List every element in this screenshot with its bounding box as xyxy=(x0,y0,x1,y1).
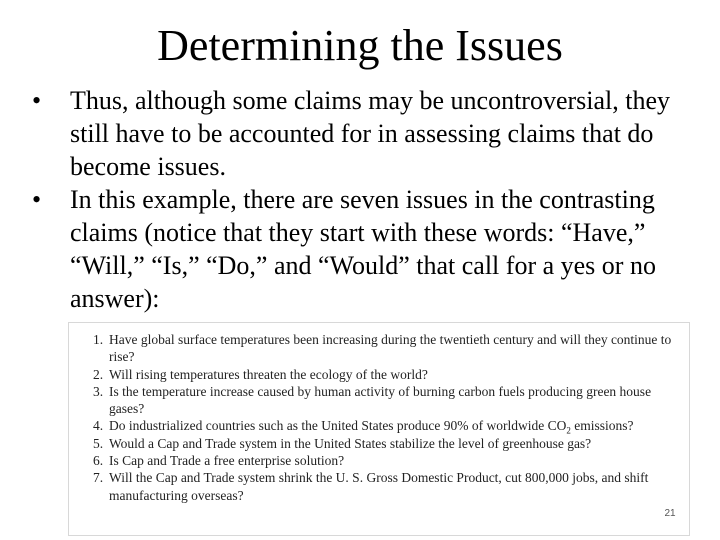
page-number: 21 xyxy=(664,508,676,519)
issue-subscript: 2 xyxy=(566,426,571,437)
issue-text: Will rising temperatures threaten the ecology of the world? xyxy=(109,366,428,382)
issue-text: Would a Cap and Trade system in the United States stabilize the level of greenhouse gas? xyxy=(109,435,592,451)
issue-text: Is the temperature increase caused by human activity of burning carbon fuels producing green house gases? xyxy=(109,383,652,417)
issue-number: 6. xyxy=(93,453,104,469)
issue-item xyxy=(93,435,673,452)
issue-item xyxy=(93,331,673,366)
issue-number: 3. xyxy=(93,383,104,399)
issues-image-box xyxy=(68,322,690,536)
bullet-list xyxy=(32,84,692,315)
bullet-text: In this example, there are seven issues in the contrasting claims (notice that they start with these words: “Have,” “Will,” “Is,” “Do,” and “Would” that call for a yes or no answer): xyxy=(70,185,656,313)
issue-text-after: emissions? xyxy=(570,418,634,434)
issues-list xyxy=(93,331,673,504)
issue-item xyxy=(93,469,673,504)
slide-title: Determining the Issues xyxy=(157,21,563,70)
issue-number: 5. xyxy=(93,435,104,451)
bullet-text: Thus, although some claims may be uncontroversial, they still have to be accounted for in assessing claims that do become issues. xyxy=(70,86,671,181)
bullet-marker: • xyxy=(32,185,42,214)
issue-number: 7. xyxy=(93,470,104,486)
issue-text: Will the Cap and Trade system shrink the U. S. Gross Domestic Product, cut 800,000 jobs, and shift manufacturing overseas? xyxy=(109,470,649,503)
bullet-item xyxy=(32,84,692,183)
bullet-marker: • xyxy=(32,86,42,115)
issue-number: 2. xyxy=(93,366,104,382)
issue-item xyxy=(93,452,673,469)
issue-text: Have global surface temperatures been increasing during the twentieth century and will they continue to rise? xyxy=(109,332,672,365)
issue-item xyxy=(93,383,673,418)
issue-text: Is Cap and Trade a free enterprise solution? xyxy=(109,453,345,469)
issue-number: 4. xyxy=(93,418,104,434)
issue-number: 1. xyxy=(93,332,104,347)
issue-item xyxy=(93,366,673,383)
bullet-item xyxy=(32,183,692,315)
issue-text-before: Do industrialized countries such as the United States produce 90% of worldwide CO xyxy=(109,418,567,434)
issue-item xyxy=(93,417,673,437)
